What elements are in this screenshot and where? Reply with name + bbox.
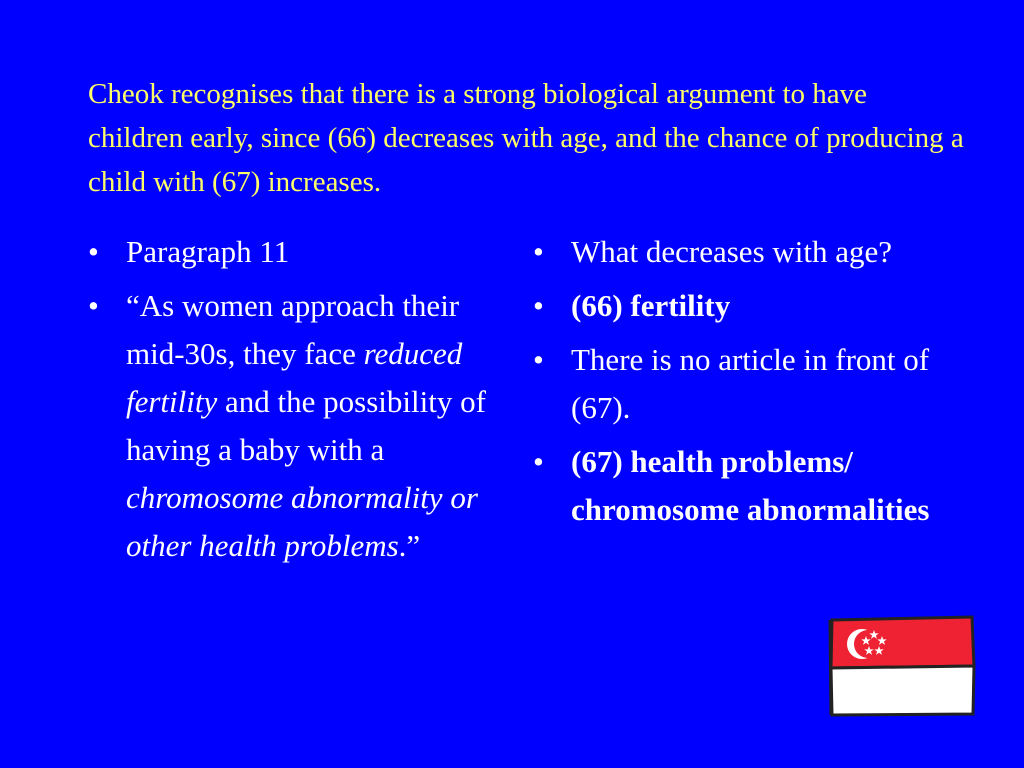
slide-title: Cheok recognises that there is a strong biological argument to have children early, since (66) decreases with age, and the chance of producing a child with (67) increases.	[88, 78, 964, 198]
list-item	[533, 336, 953, 432]
bullet-icon: •	[533, 444, 544, 479]
quote-middle: and the possibility of having a baby with a	[126, 384, 486, 467]
answer-66: (66) fertility	[571, 288, 731, 323]
bullet-icon: •	[533, 288, 544, 323]
list-item	[88, 282, 488, 570]
right-bullet-list	[533, 228, 953, 540]
bullet-icon: •	[533, 342, 544, 377]
singapore-flag-icon	[828, 614, 978, 723]
left-bullet-list	[88, 228, 488, 576]
list-item	[533, 282, 953, 330]
quote-text	[126, 288, 486, 563]
quote-close: .”	[398, 528, 421, 563]
bullet-icon: •	[88, 234, 99, 269]
answer-67: (67) health problems/ chromosome abnormalities	[571, 444, 930, 527]
bullet-icon: •	[88, 288, 99, 323]
paragraph-reference: Paragraph 11	[126, 234, 290, 269]
list-item	[88, 228, 488, 276]
quote-open: “As women approach their mid-30s, they face	[126, 288, 460, 371]
list-item	[533, 228, 953, 276]
quote-emphasis-reduced-fertility: reduced fertility	[126, 336, 463, 419]
question-text: What decreases with age?	[571, 234, 893, 269]
list-item	[533, 438, 953, 534]
bullet-icon: •	[533, 234, 544, 269]
quote-emphasis-chromosome: chromosome abnormality or other health problems	[126, 480, 478, 563]
article-note: There is no article in front of (67).	[571, 342, 930, 425]
